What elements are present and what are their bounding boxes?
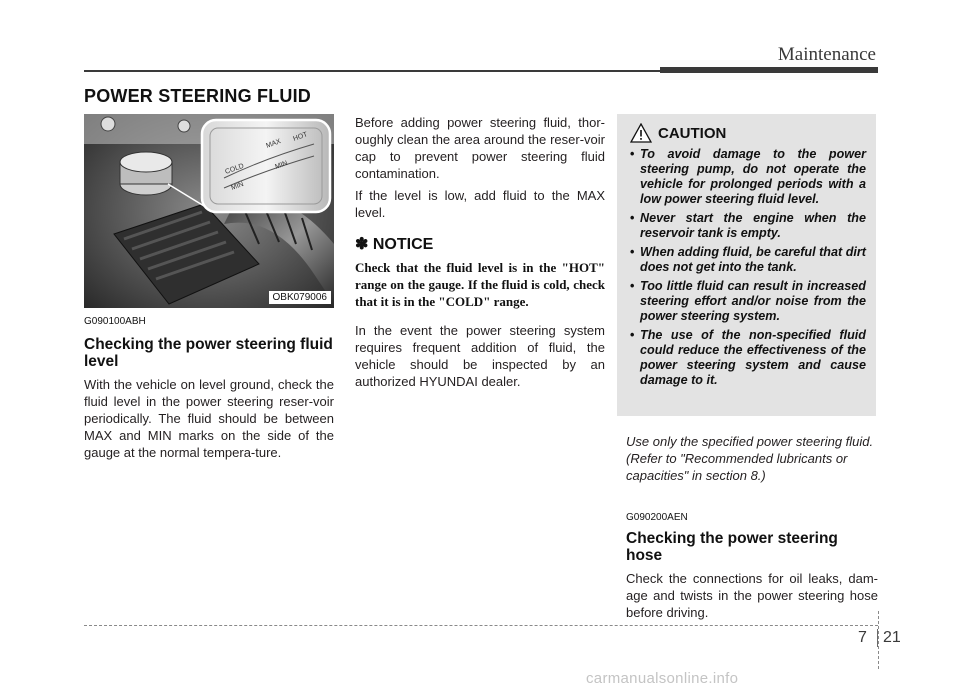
caution-heading xyxy=(630,123,726,143)
column-left xyxy=(84,313,334,461)
caution-title: CAUTION xyxy=(658,124,727,142)
paragraph-frequent-addition: In the event the power steering system requires frequent addition of fluid, the vehicle should be inspected by an authorized HYUNDAI dealer. xyxy=(355,323,605,389)
caution-item: • To avoid damage to the power steering pump, do not operate the vehicle for prolonged periods with a low power steering fluid level. xyxy=(630,147,866,206)
section-code-hose: G090200AEN xyxy=(626,512,688,523)
specified-fluid-note: Use only the specified power steering fluid. (Refer to "Recommended lubricants or capacities" in section 8.) xyxy=(626,434,874,483)
paragraph-if-low: If the level is low, add fluid to the MAX level. xyxy=(355,188,605,220)
column-middle xyxy=(355,114,605,395)
body-check-fluid: With the vehicle on level ground, check the fluid level in the power steering reser-voir periodically. The fluid should be between MAX and MIN marks on the side of the gauge at the normal tempera-ture. xyxy=(84,377,334,460)
warning-triangle-icon xyxy=(630,123,652,143)
watermark: carmanualsonline.info xyxy=(586,670,739,687)
caution-list xyxy=(626,147,866,392)
notice-heading xyxy=(355,234,605,254)
notice-title: NOTICE xyxy=(372,236,434,253)
engine-bay-photo xyxy=(84,114,334,308)
gauge-label-min-2: MIN xyxy=(230,180,245,192)
header-title: Maintenance xyxy=(777,44,876,65)
footer-rule xyxy=(84,625,878,626)
subheading-check-hose: Checking the power steering hose xyxy=(626,530,838,564)
notice-star-icon: ✽ xyxy=(355,236,369,253)
gauge-label-cold: COLD xyxy=(224,162,245,176)
caution-item: • Never start the engine when the reservoir tank is empty. xyxy=(630,211,866,240)
caution-item: • Too little fluid can result in increased steering effort and/or noise from the power steering system. xyxy=(630,279,866,323)
body-check-hose: Check the connections for oil leaks, dam-age and twists in the power steering hose before driving. xyxy=(626,571,878,620)
column-right xyxy=(626,433,878,621)
section-code: G090100ABH xyxy=(84,316,146,327)
figure-code: OBK079006 xyxy=(269,291,332,304)
engine-bay-illustration xyxy=(84,114,334,308)
notice-body: Check that the fluid level is in the "HOT" range on the gauge. If the fluid is cold, check that it is in the "COLD" range. xyxy=(355,260,605,309)
chapter-number: 7 xyxy=(858,629,867,646)
gauge-label-min: MIN xyxy=(274,159,289,171)
footer-divider xyxy=(878,611,879,669)
caution-item: • When adding fluid, be careful that dirt does not get into the tank. xyxy=(630,245,866,274)
section-title: POWER STEERING FLUID xyxy=(84,86,312,106)
page-separator xyxy=(877,629,878,647)
gauge-label-max: MAX xyxy=(265,138,282,150)
caution-item: • The use of the non-specified fluid could reduce the effectiveness of the power steering system and cause damage to it. xyxy=(630,328,866,387)
header-rule-accent xyxy=(660,67,878,73)
caution-box xyxy=(617,114,876,416)
subheading-check-fluid: Checking the power steering fluid level xyxy=(84,336,333,370)
gauge-label-hot: HOT xyxy=(292,131,309,143)
paragraph-before-adding: Before adding power steering fluid, thor-oughly clean the area around the reser-voir cap to prevent power steering fluid contamination. xyxy=(355,115,605,181)
page-number: 21 xyxy=(883,629,901,646)
